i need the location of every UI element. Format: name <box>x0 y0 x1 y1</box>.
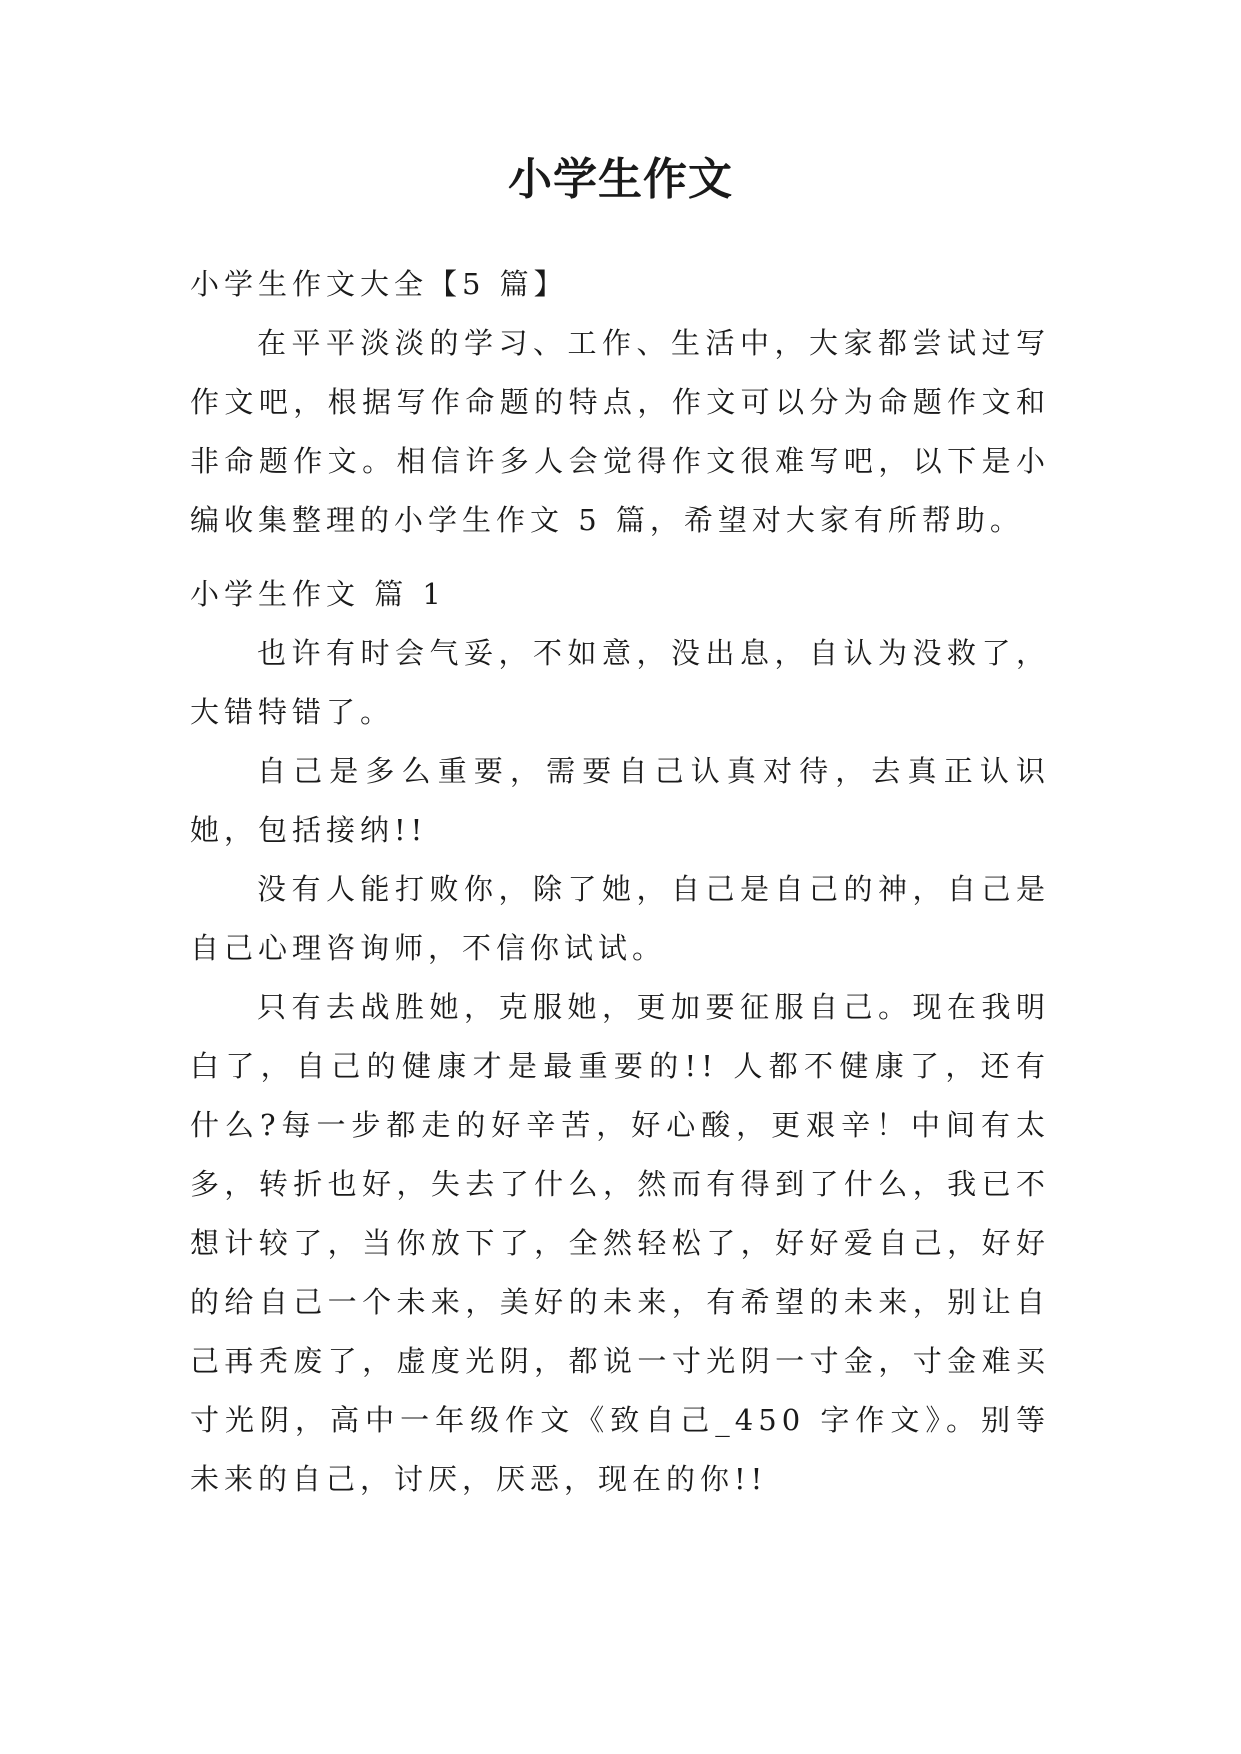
document-title: 小学生作文 <box>508 154 733 205</box>
essay-1-heading: 小学生作文 篇 1 <box>190 577 446 611</box>
essay-1-paragraph-2: 自己是多么重要，需要自己认真对待，去真正认识她，包括接纳!! <box>190 754 1050 847</box>
essay-1-paragraph-3: 没有人能打败你，除了她，自己是自己的神，自己是自己心理咨询师，不信你试试。 <box>190 872 1050 965</box>
intro-paragraph: 在平平淡淡的学习、工作、生活中，大家都尝试过写作文吧，根据写作命题的特点，作文可以分为命题作文和非命题作文。相信许多人会觉得作文很难写吧，以下是小编收集整理的小学生作文 5 篇，希望对大家有所帮助。 <box>190 326 1050 537</box>
intro-heading: 小学生作文大全【5 篇】 <box>190 267 568 301</box>
essay-1-paragraph-4: 只有去战胜她，克服她，更加要征服自己。现在我明白了，自己的健康才是最重要的!! 人都不健康了，还有什么?每一步都走的好辛苦，好心酸，更艰辛！中间有太多，转折也好，失去了什么，然而有得到了什么，我已不想计较了，当你放下了，全然轻松了，好好爱自己，好好的给自己一个未来，美好的未来，有希望的未来，别让自己再秃废了，虚度光阴，都说一寸光阴一寸金，寸金难买寸光阴，高中一年级作文《致自己_450 字作文》。别等未来的自己，讨厌，厌恶，现在的你!! <box>190 990 1050 1496</box>
essay-1-paragraph-1: 也许有时会气妥，不如意，没出息，自认为没救了，大错特错了。 <box>190 636 1050 729</box>
